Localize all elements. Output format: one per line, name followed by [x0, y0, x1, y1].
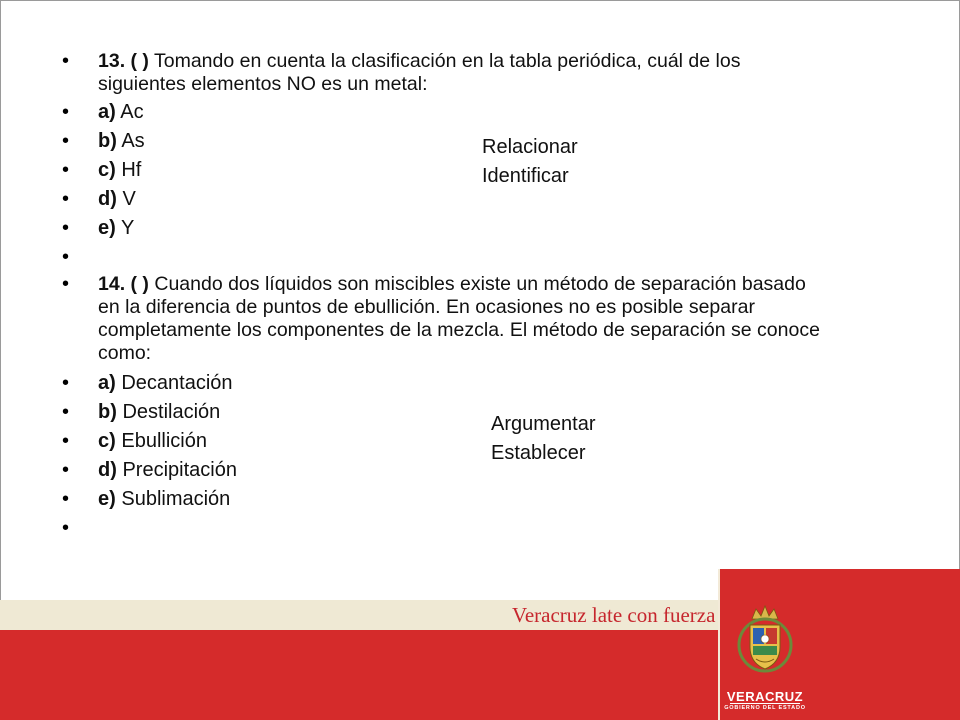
bullet: • — [62, 488, 70, 510]
skill-establecer: Establecer — [491, 442, 586, 464]
question-13-option-c — [98, 159, 141, 181]
bullet: • — [62, 159, 70, 181]
question-13-option-d — [98, 188, 136, 210]
empty-bullet: • — [62, 517, 70, 539]
bullet: • — [62, 50, 70, 72]
empty-bullet: • — [62, 246, 70, 268]
question-14-line-4: como: — [98, 342, 152, 364]
skill-argumentar: Argumentar — [491, 413, 596, 435]
bullet: • — [62, 217, 70, 239]
question-14-line-1 — [98, 273, 806, 295]
option-letter: e) — [98, 217, 116, 239]
option-text: Precipitación — [116, 459, 237, 481]
skill-identificar: Identificar — [482, 165, 569, 187]
question-14-text-1: Cuando dos líquidos son miscibles existe un método de separación basado — [148, 273, 806, 295]
footer-slogan: Veracruz late con fuerza — [512, 603, 716, 627]
logo-wordmark: VERACRUZ — [726, 689, 804, 704]
question-13-option-e — [98, 217, 134, 239]
question-13-line-2: siguientes elementos NO es un metal: — [98, 73, 428, 95]
question-13-number: 13. ( ) — [98, 50, 149, 72]
bullet: • — [62, 459, 70, 481]
question-14-option-e — [98, 488, 230, 510]
bullet: • — [62, 101, 70, 123]
question-13-line-1 — [98, 50, 740, 72]
bullet: • — [62, 430, 70, 452]
question-13-option-a — [98, 101, 144, 123]
option-letter: b) — [98, 401, 117, 423]
option-text: Y — [115, 217, 135, 239]
option-letter: a) — [98, 372, 116, 394]
bullet: • — [62, 273, 70, 295]
question-13-text-1: Tomando en cuenta la clasificación en la tabla periódica, cuál de los — [148, 50, 741, 72]
question-13-option-b — [98, 130, 145, 152]
option-text: Sublimación — [115, 488, 231, 510]
option-letter: c) — [98, 159, 116, 181]
option-text: As — [116, 130, 145, 152]
option-text: Ebullición — [115, 430, 207, 452]
question-14-line-3: completamente los componentes de la mezcla. El método de separación se conoce — [98, 319, 820, 341]
option-letter: e) — [98, 488, 116, 510]
question-14-option-b — [98, 401, 220, 423]
option-letter: d) — [98, 459, 117, 481]
question-14-option-a — [98, 372, 233, 394]
option-letter: d) — [98, 188, 117, 210]
question-14-option-c — [98, 430, 207, 452]
bullet: • — [62, 188, 70, 210]
option-text: V — [116, 188, 136, 210]
skill-relacionar: Relacionar — [482, 136, 578, 158]
question-14-number: 14. ( ) — [98, 273, 149, 295]
option-letter: a) — [98, 101, 116, 123]
question-14-line-2: en la diferencia de puntos de ebullición. En ocasiones no es posible separar — [98, 296, 755, 318]
option-letter: b) — [98, 130, 117, 152]
bullet: • — [62, 401, 70, 423]
option-letter: c) — [98, 430, 116, 452]
coat-of-arms-icon — [720, 569, 810, 689]
option-text: Destilación — [116, 401, 221, 423]
bullet: • — [62, 130, 70, 152]
bullet: • — [62, 372, 70, 394]
option-text: Decantación — [115, 372, 233, 394]
logo-subtitle: GOBIERNO DEL ESTADO — [724, 705, 806, 711]
option-text: Hf — [115, 159, 142, 181]
option-text: Ac — [115, 101, 144, 123]
question-14-option-d — [98, 459, 237, 481]
